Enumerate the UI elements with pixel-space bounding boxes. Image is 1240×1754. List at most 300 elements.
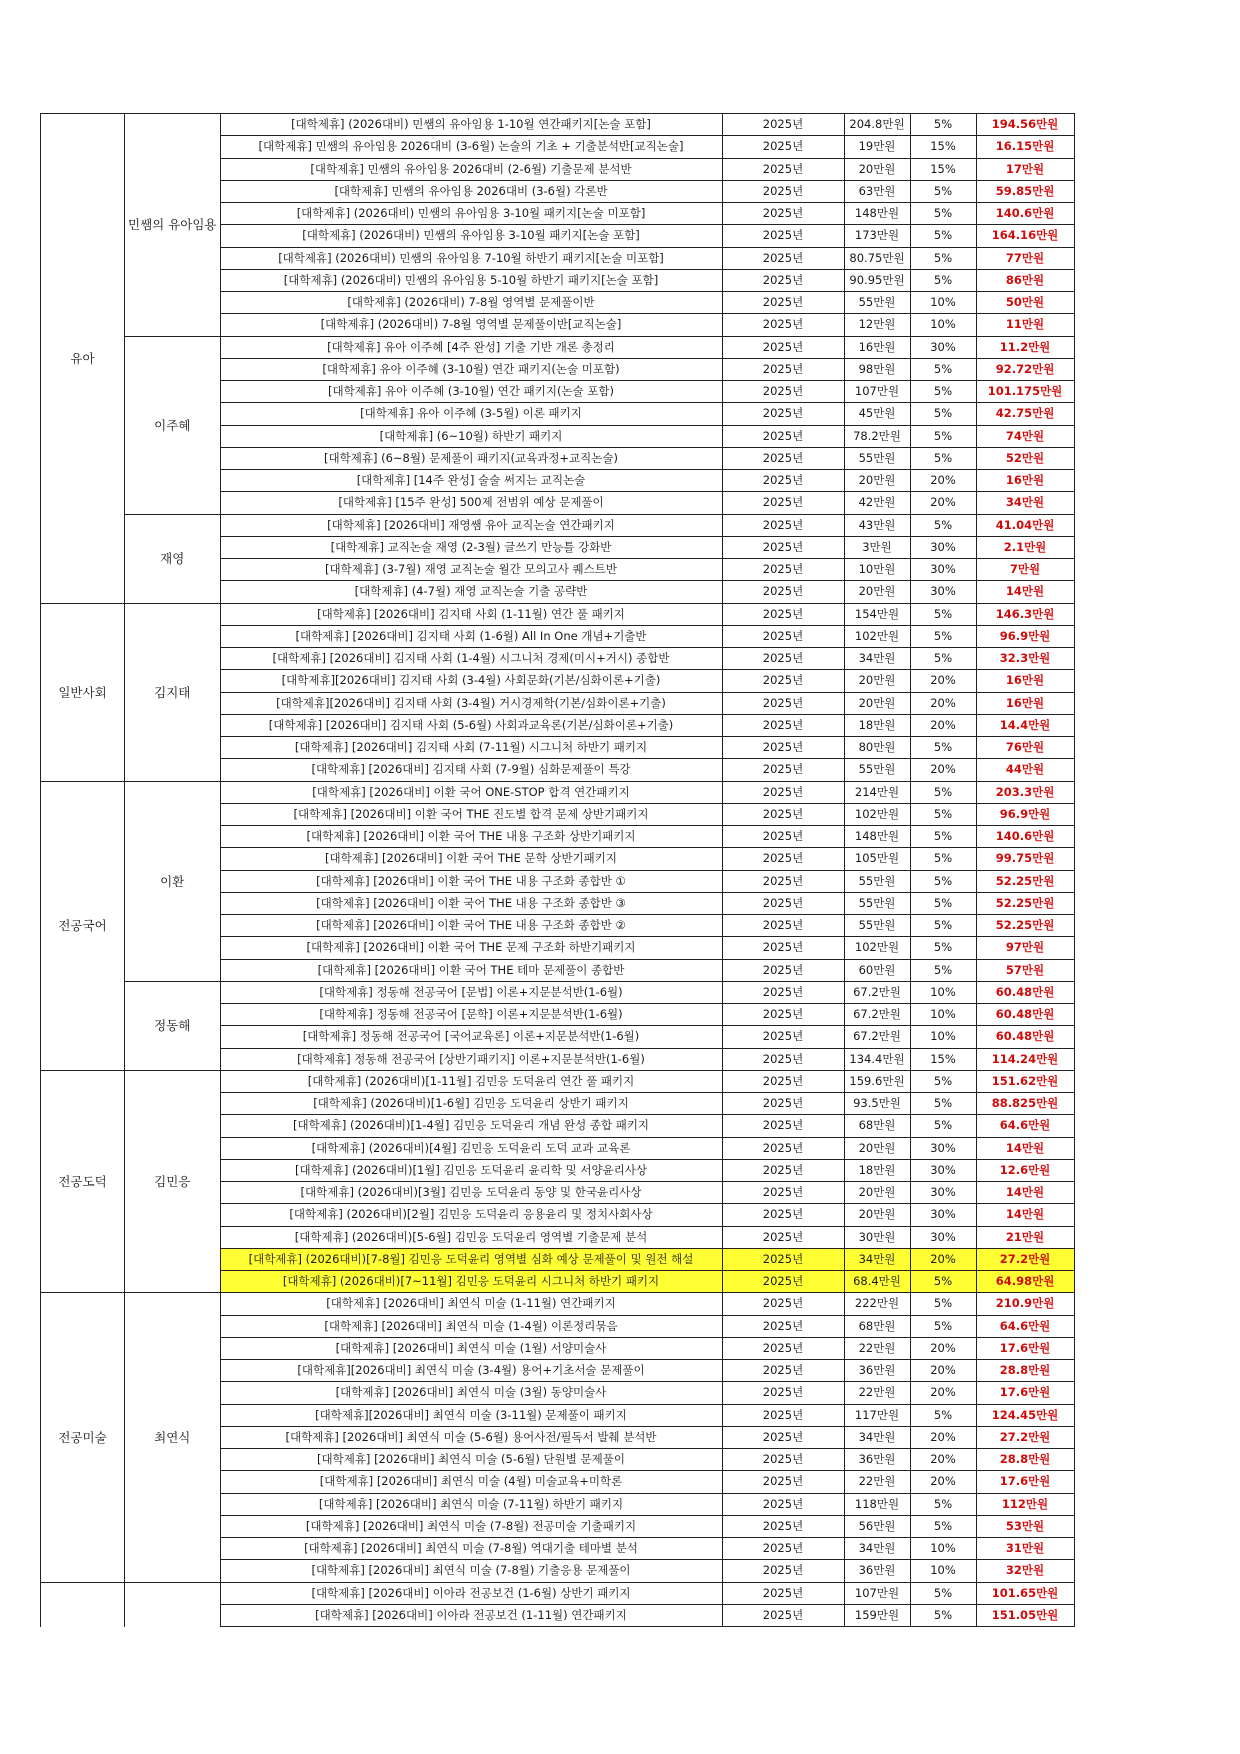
price-cell: 118만원 <box>844 1493 910 1515</box>
course-title-cell: [대학제휴] [2026대비] 최연식 미술 (3월) 동양미술사 <box>220 1382 722 1404</box>
course-title-cell: [대학제휴] [2026대비] 김지태 사회 (1-6월) All In One 개념+기출반 <box>220 625 722 647</box>
year-cell: 2025년 <box>722 1182 844 1204</box>
price-cell: 159.6만원 <box>844 1070 910 1092</box>
final-price-cell: 74만원 <box>976 425 1074 447</box>
price-cell: 34만원 <box>844 1426 910 1448</box>
year-cell: 2025년 <box>722 1471 844 1493</box>
final-price-cell: 97만원 <box>976 937 1074 959</box>
year-cell: 2025년 <box>722 1226 844 1248</box>
discount-cell: 30% <box>910 1182 976 1204</box>
year-cell: 2025년 <box>722 536 844 558</box>
final-price-cell: 14만원 <box>976 1137 1074 1159</box>
final-price-cell: 96.9만원 <box>976 803 1074 825</box>
year-cell: 2025년 <box>722 870 844 892</box>
price-cell: 67.2만원 <box>844 981 910 1003</box>
price-cell: 20만원 <box>844 1204 910 1226</box>
final-price-cell: 52만원 <box>976 447 1074 469</box>
year-cell: 2025년 <box>722 1159 844 1181</box>
course-title-cell: [대학제휴] (2026대비) 민쌤의 유아임용 7-10월 하반기 패키지[논술 미포함] <box>220 247 722 269</box>
price-cell: 34만원 <box>844 648 910 670</box>
final-price-cell: 34만원 <box>976 492 1074 514</box>
year-cell: 2025년 <box>722 603 844 625</box>
discount-cell: 15% <box>910 158 976 180</box>
final-price-cell: 42.75만원 <box>976 403 1074 425</box>
year-cell: 2025년 <box>722 447 844 469</box>
category-cell <box>41 1582 125 1627</box>
teacher-cell: 최연식 <box>125 1293 221 1582</box>
discount-cell: 5% <box>910 1293 976 1315</box>
price-cell: 102만원 <box>844 937 910 959</box>
year-cell: 2025년 <box>722 1582 844 1604</box>
final-price-cell: 21만원 <box>976 1226 1074 1248</box>
final-price-cell: 101.65만원 <box>976 1582 1074 1604</box>
year-cell: 2025년 <box>722 1115 844 1137</box>
course-title-cell: [대학제휴] (6~10월) 하반기 패키지 <box>220 425 722 447</box>
course-title-cell: [대학제휴] (2026대비) 7-8월 영역별 문제풀이반[교직논술] <box>220 314 722 336</box>
discount-cell: 30% <box>910 1159 976 1181</box>
price-cell: 56만원 <box>844 1515 910 1537</box>
price-cell: 173만원 <box>844 225 910 247</box>
discount-cell: 30% <box>910 1137 976 1159</box>
course-title-cell: [대학제휴] [2026대비] 김지태 사회 (1-11월) 연간 풀 패키지 <box>220 603 722 625</box>
discount-cell: 5% <box>910 425 976 447</box>
course-title-cell: [대학제휴] (6~8월) 문제풀이 패키지(교육과정+교직논술) <box>220 447 722 469</box>
year-cell: 2025년 <box>722 803 844 825</box>
discount-cell: 5% <box>910 959 976 981</box>
course-title-cell: [대학제휴] [2026대비] 이환 국어 THE 문학 상반기패키지 <box>220 848 722 870</box>
discount-cell: 30% <box>910 536 976 558</box>
year-cell: 2025년 <box>722 826 844 848</box>
price-cell: 36만원 <box>844 1560 910 1582</box>
final-price-cell: 27.2만원 <box>976 1248 1074 1270</box>
course-title-cell: [대학제휴] [2026대비] 최연식 미술 (1-11월) 연간패키지 <box>220 1293 722 1315</box>
course-title-cell: [대학제휴] (2026대비)[3월] 김민응 도덕윤리 동양 및 한국윤리사상 <box>220 1182 722 1204</box>
price-cell: 20만원 <box>844 1137 910 1159</box>
year-cell: 2025년 <box>722 247 844 269</box>
discount-cell: 5% <box>910 403 976 425</box>
discount-cell: 10% <box>910 981 976 1003</box>
course-title-cell: [대학제휴] [2026대비] 최연식 미술 (1월) 서양미술사 <box>220 1337 722 1359</box>
year-cell: 2025년 <box>722 1248 844 1270</box>
final-price-cell: 101.175만원 <box>976 381 1074 403</box>
final-price-cell: 60.48만원 <box>976 1026 1074 1048</box>
discount-cell: 20% <box>910 492 976 514</box>
price-cell: 105만원 <box>844 848 910 870</box>
table-row <box>41 514 1075 536</box>
course-title-cell: [대학제휴] [2026대비] 이환 국어 THE 내용 구조화 종합반 ① <box>220 870 722 892</box>
price-cell: 42만원 <box>844 492 910 514</box>
course-title-cell: [대학제휴] (2026대비) 민쌤의 유아임용 5-10월 하반기 패키지[논술 포함] <box>220 269 722 291</box>
final-price-cell: 41.04만원 <box>976 514 1074 536</box>
price-cell: 34만원 <box>844 1248 910 1270</box>
price-cell: 67.2만원 <box>844 1004 910 1026</box>
discount-cell: 20% <box>910 692 976 714</box>
final-price-cell: 28.8만원 <box>976 1360 1074 1382</box>
discount-cell: 5% <box>910 1404 976 1426</box>
price-cell: 22만원 <box>844 1337 910 1359</box>
course-title-cell: [대학제휴] 민쌤의 유아임용 2026대비 (2-6월) 기출문제 분석반 <box>220 158 722 180</box>
year-cell: 2025년 <box>722 1404 844 1426</box>
final-price-cell: 164.16만원 <box>976 225 1074 247</box>
final-price-cell: 14.4만원 <box>976 714 1074 736</box>
discount-cell: 5% <box>910 203 976 225</box>
year-cell: 2025년 <box>722 1604 844 1626</box>
discount-cell: 5% <box>910 247 976 269</box>
course-title-cell: [대학제휴] [2026대비] 김지태 사회 (7-9월) 심화문제풀이 특강 <box>220 759 722 781</box>
price-cell: 19만원 <box>844 136 910 158</box>
course-title-cell: [대학제휴] 유아 이주혜 (3-10월) 연간 패키지(논술 포함) <box>220 381 722 403</box>
year-cell: 2025년 <box>722 1337 844 1359</box>
year-cell: 2025년 <box>722 158 844 180</box>
year-cell: 2025년 <box>722 959 844 981</box>
year-cell: 2025년 <box>722 1293 844 1315</box>
discount-cell: 5% <box>910 1582 976 1604</box>
final-price-cell: 77만원 <box>976 247 1074 269</box>
price-cell: 55만원 <box>844 915 910 937</box>
course-title-cell: [대학제휴] 민쌤의 유아임용 2026대비 (3-6월) 논술의 기초 + 기출분석반[교직논술] <box>220 136 722 158</box>
final-price-cell: 50만원 <box>976 292 1074 314</box>
final-price-cell: 16만원 <box>976 692 1074 714</box>
price-cell: 22만원 <box>844 1471 910 1493</box>
discount-cell: 20% <box>910 1426 976 1448</box>
course-title-cell: [대학제휴] (2026대비)[1-4월] 김민응 도덕윤리 개념 완성 종합 패키지 <box>220 1115 722 1137</box>
final-price-cell: 210.9만원 <box>976 1293 1074 1315</box>
final-price-cell: 17만원 <box>976 158 1074 180</box>
year-cell: 2025년 <box>722 203 844 225</box>
price-cell: 117만원 <box>844 1404 910 1426</box>
final-price-cell: 64.98만원 <box>976 1271 1074 1293</box>
course-title-cell: [대학제휴] 정동해 전공국어 [상반기패키지] 이론+지문분석반(1-6월) <box>220 1048 722 1070</box>
price-cell: 20만원 <box>844 692 910 714</box>
course-title-cell: [대학제휴] 유아 이주혜 [4주 완성] 기출 기반 개론 총정리 <box>220 336 722 358</box>
teacher-cell: 재영 <box>125 514 221 603</box>
final-price-cell: 57만원 <box>976 959 1074 981</box>
course-title-cell: [대학제휴] (2026대비) 민쌤의 유아임용 3-10월 패키지[논술 미포함] <box>220 203 722 225</box>
discount-cell: 5% <box>910 1093 976 1115</box>
final-price-cell: 2.1만원 <box>976 536 1074 558</box>
discount-cell: 5% <box>910 1271 976 1293</box>
course-title-cell: [대학제휴] [2026대비] 이환 국어 THE 내용 구조화 종합반 ② <box>220 915 722 937</box>
discount-cell: 5% <box>910 114 976 136</box>
discount-cell: 5% <box>910 1493 976 1515</box>
course-title-cell: [대학제휴] 민쌤의 유아임용 2026대비 (3-6월) 각론반 <box>220 180 722 202</box>
table-row <box>41 114 1075 136</box>
final-price-cell: 124.45만원 <box>976 1404 1074 1426</box>
price-cell: 20만원 <box>844 470 910 492</box>
year-cell: 2025년 <box>722 358 844 380</box>
year-cell: 2025년 <box>722 1493 844 1515</box>
course-title-cell: [대학제휴] (2026대비)[1월] 김민응 도덕윤리 윤리학 및 서양윤리사상 <box>220 1159 722 1181</box>
price-cell: 18만원 <box>844 1159 910 1181</box>
course-title-cell: [대학제휴] (2026대비) 민쌤의 유아임용 1-10월 연간패키지[논술 포함] <box>220 114 722 136</box>
course-title-cell: [대학제휴] (2026대비)[2월] 김민응 도덕윤리 응용윤리 및 정치사회사상 <box>220 1204 722 1226</box>
year-cell: 2025년 <box>722 1204 844 1226</box>
course-title-cell: [대학제휴] 정동해 전공국어 [문학] 이론+지문분석반(1-6월) <box>220 1004 722 1026</box>
year-cell: 2025년 <box>722 759 844 781</box>
final-price-cell: 99.75만원 <box>976 848 1074 870</box>
discount-cell: 20% <box>910 759 976 781</box>
price-cell: 214만원 <box>844 781 910 803</box>
year-cell: 2025년 <box>722 581 844 603</box>
year-cell: 2025년 <box>722 269 844 291</box>
year-cell: 2025년 <box>722 1271 844 1293</box>
discount-cell: 5% <box>910 1315 976 1337</box>
course-title-cell: [대학제휴] [15주 완성] 500제 전범위 예상 문제풀이 <box>220 492 722 514</box>
year-cell: 2025년 <box>722 892 844 914</box>
discount-cell: 5% <box>910 1515 976 1537</box>
discount-cell: 30% <box>910 1226 976 1248</box>
year-cell: 2025년 <box>722 1137 844 1159</box>
final-price-cell: 52.25만원 <box>976 915 1074 937</box>
discount-cell: 5% <box>910 1115 976 1137</box>
discount-cell: 30% <box>910 581 976 603</box>
table-row <box>41 1070 1075 1092</box>
discount-cell: 5% <box>910 870 976 892</box>
final-price-cell: 76만원 <box>976 737 1074 759</box>
discount-cell: 5% <box>910 915 976 937</box>
price-cell: 222만원 <box>844 1293 910 1315</box>
price-cell: 80만원 <box>844 737 910 759</box>
final-price-cell: 52.25만원 <box>976 870 1074 892</box>
year-cell: 2025년 <box>722 559 844 581</box>
discount-cell: 5% <box>910 937 976 959</box>
discount-cell: 5% <box>910 180 976 202</box>
category-cell: 유아 <box>41 114 125 604</box>
table-row <box>41 336 1075 358</box>
discount-cell: 5% <box>910 737 976 759</box>
price-cell: 55만원 <box>844 292 910 314</box>
year-cell: 2025년 <box>722 648 844 670</box>
final-price-cell: 27.2만원 <box>976 1426 1074 1448</box>
table-row <box>41 1293 1075 1315</box>
discount-cell: 5% <box>910 826 976 848</box>
course-title-cell: [대학제휴] 정동해 전공국어 [국어교육론] 이론+지문분석반(1-6월) <box>220 1026 722 1048</box>
discount-cell: 20% <box>910 1449 976 1471</box>
discount-cell: 5% <box>910 892 976 914</box>
price-cell: 36만원 <box>844 1360 910 1382</box>
discount-cell: 20% <box>910 1360 976 1382</box>
price-cell: 90.95만원 <box>844 269 910 291</box>
final-price-cell: 32만원 <box>976 1560 1074 1582</box>
final-price-cell: 16만원 <box>976 470 1074 492</box>
year-cell: 2025년 <box>722 381 844 403</box>
year-cell: 2025년 <box>722 937 844 959</box>
course-title-cell: [대학제휴] (2026대비)[7-8월] 김민응 도덕윤리 영역별 심화 예상 문제풀이 및 원전 해설 <box>220 1248 722 1270</box>
course-title-cell: [대학제휴] [2026대비] 최연식 미술 (7-8월) 역대기출 테마별 분석 <box>220 1538 722 1560</box>
final-price-cell: 64.6만원 <box>976 1115 1074 1137</box>
course-title-cell: [대학제휴] (2026대비)[1-11월] 김민응 도덕윤리 연간 풀 패키지 <box>220 1070 722 1092</box>
price-table <box>40 113 1075 1627</box>
final-price-cell: 16.15만원 <box>976 136 1074 158</box>
price-cell: 45만원 <box>844 403 910 425</box>
course-title-cell: [대학제휴] (3-7월) 재영 교직논술 월간 모의고사 퀘스트반 <box>220 559 722 581</box>
final-price-cell: 44만원 <box>976 759 1074 781</box>
discount-cell: 20% <box>910 1471 976 1493</box>
course-title-cell: [대학제휴] (2026대비)[7~11월] 김민응 도덕윤리 시그니처 하반기 패키지 <box>220 1271 722 1293</box>
course-title-cell: [대학제휴] [2026대비] 최연식 미술 (4월) 미술교육+미학론 <box>220 1471 722 1493</box>
discount-cell: 5% <box>910 848 976 870</box>
discount-cell: 5% <box>910 225 976 247</box>
final-price-cell: 140.6만원 <box>976 203 1074 225</box>
year-cell: 2025년 <box>722 1093 844 1115</box>
price-cell: 68.4만원 <box>844 1271 910 1293</box>
final-price-cell: 140.6만원 <box>976 826 1074 848</box>
course-title-cell: [대학제휴] (2026대비)[1-6월] 김민응 도덕윤리 상반기 패키지 <box>220 1093 722 1115</box>
year-cell: 2025년 <box>722 403 844 425</box>
final-price-cell: 60.48만원 <box>976 981 1074 1003</box>
final-price-cell: 17.6만원 <box>976 1337 1074 1359</box>
final-price-cell: 88.825만원 <box>976 1093 1074 1115</box>
final-price-cell: 112만원 <box>976 1493 1074 1515</box>
course-title-cell: [대학제휴] [2026대비] 최연식 미술 (7-11월) 하반기 패키지 <box>220 1493 722 1515</box>
price-cell: 67.2만원 <box>844 1026 910 1048</box>
price-cell: 20만원 <box>844 581 910 603</box>
price-cell: 159만원 <box>844 1604 910 1626</box>
price-cell: 204.8만원 <box>844 114 910 136</box>
discount-cell: 10% <box>910 1004 976 1026</box>
course-title-cell: [대학제휴] [2026대비] 최연식 미술 (7-8월) 전공미술 기출패키지 <box>220 1515 722 1537</box>
course-title-cell: [대학제휴] [2026대비] 이아라 전공보건 (1-6월) 상반기 패키지 <box>220 1582 722 1604</box>
category-cell: 일반사회 <box>41 603 125 781</box>
discount-cell: 10% <box>910 292 976 314</box>
table-row <box>41 603 1075 625</box>
final-price-cell: 151.05만원 <box>976 1604 1074 1626</box>
course-title-cell: [대학제휴] [2026대비] 이환 국어 THE 문제 구조화 하반기패키지 <box>220 937 722 959</box>
final-price-cell: 92.72만원 <box>976 358 1074 380</box>
discount-cell: 30% <box>910 1204 976 1226</box>
table-row <box>41 781 1075 803</box>
course-title-cell: [대학제휴] [2026대비] 최연식 미술 (5-6월) 용어사전/필독서 발췌 분석반 <box>220 1426 722 1448</box>
price-cell: 43만원 <box>844 514 910 536</box>
price-cell: 55만원 <box>844 870 910 892</box>
final-price-cell: 14만원 <box>976 581 1074 603</box>
discount-cell: 20% <box>910 1382 976 1404</box>
course-title-cell: [대학제휴] [2026대비] 이환 국어 THE 테마 문제풀이 종합반 <box>220 959 722 981</box>
price-cell: 102만원 <box>844 803 910 825</box>
final-price-cell: 64.6만원 <box>976 1315 1074 1337</box>
price-cell: 3만원 <box>844 536 910 558</box>
category-cell: 전공국어 <box>41 781 125 1070</box>
discount-cell: 5% <box>910 358 976 380</box>
category-cell: 전공미술 <box>41 1293 125 1582</box>
year-cell: 2025년 <box>722 1382 844 1404</box>
course-title-cell: [대학제휴] [2026대비] 이환 국어 ONE-STOP 합격 연간패키지 <box>220 781 722 803</box>
final-price-cell: 52.25만원 <box>976 892 1074 914</box>
year-cell: 2025년 <box>722 848 844 870</box>
course-title-cell: [대학제휴] [2026대비] 최연식 미술 (7-8월) 기출응용 문제풀이 <box>220 1560 722 1582</box>
discount-cell: 20% <box>910 1248 976 1270</box>
discount-cell: 15% <box>910 1048 976 1070</box>
year-cell: 2025년 <box>722 1070 844 1092</box>
price-cell: 80.75만원 <box>844 247 910 269</box>
course-title-cell: [대학제휴] [2026대비] 재영쌤 유아 교직논술 연간패키지 <box>220 514 722 536</box>
course-title-cell: [대학제휴] 유아 이주혜 (3-5월) 이론 패키지 <box>220 403 722 425</box>
price-cell: 12만원 <box>844 314 910 336</box>
price-cell: 55만원 <box>844 759 910 781</box>
price-cell: 102만원 <box>844 625 910 647</box>
year-cell: 2025년 <box>722 981 844 1003</box>
discount-cell: 10% <box>910 1538 976 1560</box>
course-title-cell: [대학제휴] [2026대비] 김지태 사회 (5-6월) 사회과교육론(기본/심화이론+기출) <box>220 714 722 736</box>
final-price-cell: 17.6만원 <box>976 1471 1074 1493</box>
price-cell: 10만원 <box>844 559 910 581</box>
final-price-cell: 60.48만원 <box>976 1004 1074 1026</box>
price-cell: 34만원 <box>844 1538 910 1560</box>
discount-cell: 5% <box>910 625 976 647</box>
discount-cell: 30% <box>910 559 976 581</box>
final-price-cell: 114.24만원 <box>976 1048 1074 1070</box>
price-cell: 78.2만원 <box>844 425 910 447</box>
category-cell: 전공도덕 <box>41 1070 125 1293</box>
price-cell: 20만원 <box>844 670 910 692</box>
year-cell: 2025년 <box>722 314 844 336</box>
year-cell: 2025년 <box>722 1360 844 1382</box>
price-cell: 68만원 <box>844 1315 910 1337</box>
course-title-cell: [대학제휴][2026대비] 최연식 미술 (3-4월) 용어+기초서술 문제풀이 <box>220 1360 722 1382</box>
table-row <box>41 1582 1075 1604</box>
final-price-cell: 194.56만원 <box>976 114 1074 136</box>
year-cell: 2025년 <box>722 1449 844 1471</box>
price-cell: 30만원 <box>844 1226 910 1248</box>
final-price-cell: 203.3만원 <box>976 781 1074 803</box>
teacher-cell: 이주혜 <box>125 336 221 514</box>
course-title-cell: [대학제휴] 정동해 전공국어 [문법] 이론+지문분석반(1-6월) <box>220 981 722 1003</box>
discount-cell: 20% <box>910 714 976 736</box>
price-cell: 148만원 <box>844 826 910 848</box>
year-cell: 2025년 <box>722 692 844 714</box>
final-price-cell: 7만원 <box>976 559 1074 581</box>
year-cell: 2025년 <box>722 1004 844 1026</box>
teacher-cell: 이환 <box>125 781 221 981</box>
course-title-cell: [대학제휴][2026대비] 최연식 미술 (3-11월) 문제풀이 패키지 <box>220 1404 722 1426</box>
final-price-cell: 28.8만원 <box>976 1449 1074 1471</box>
year-cell: 2025년 <box>722 336 844 358</box>
price-cell: 134.4만원 <box>844 1048 910 1070</box>
price-cell: 68만원 <box>844 1115 910 1137</box>
year-cell: 2025년 <box>722 737 844 759</box>
price-cell: 55만원 <box>844 892 910 914</box>
year-cell: 2025년 <box>722 292 844 314</box>
price-table-body <box>41 114 1075 1627</box>
year-cell: 2025년 <box>722 114 844 136</box>
price-cell: 55만원 <box>844 447 910 469</box>
discount-cell: 10% <box>910 1560 976 1582</box>
course-title-cell: [대학제휴] [2026대비] 이환 국어 THE 내용 구조화 상반기패키지 <box>220 826 722 848</box>
price-cell: 60만원 <box>844 959 910 981</box>
course-title-cell: [대학제휴] [2026대비] 이환 국어 THE 진도별 합격 문제 상반기패키지 <box>220 803 722 825</box>
discount-cell: 10% <box>910 314 976 336</box>
final-price-cell: 16만원 <box>976 670 1074 692</box>
discount-cell: 15% <box>910 136 976 158</box>
year-cell: 2025년 <box>722 1315 844 1337</box>
table-row <box>41 981 1075 1003</box>
price-cell: 22만원 <box>844 1382 910 1404</box>
final-price-cell: 31만원 <box>976 1538 1074 1560</box>
price-cell: 107만원 <box>844 1582 910 1604</box>
price-cell: 18만원 <box>844 714 910 736</box>
course-title-cell: [대학제휴] [2026대비] 김지태 사회 (7-11월) 시그니처 하반기 패키지 <box>220 737 722 759</box>
discount-cell: 20% <box>910 670 976 692</box>
course-title-cell: [대학제휴] (4-7월) 재영 교직논술 기출 공략반 <box>220 581 722 603</box>
course-title-cell: [대학제휴] (2026대비) 7-8월 영역별 문제풀이반 <box>220 292 722 314</box>
final-price-cell: 53만원 <box>976 1515 1074 1537</box>
discount-cell: 5% <box>910 648 976 670</box>
price-cell: 63만원 <box>844 180 910 202</box>
discount-cell: 5% <box>910 269 976 291</box>
year-cell: 2025년 <box>722 714 844 736</box>
discount-cell: 20% <box>910 470 976 492</box>
price-cell: 36만원 <box>844 1449 910 1471</box>
